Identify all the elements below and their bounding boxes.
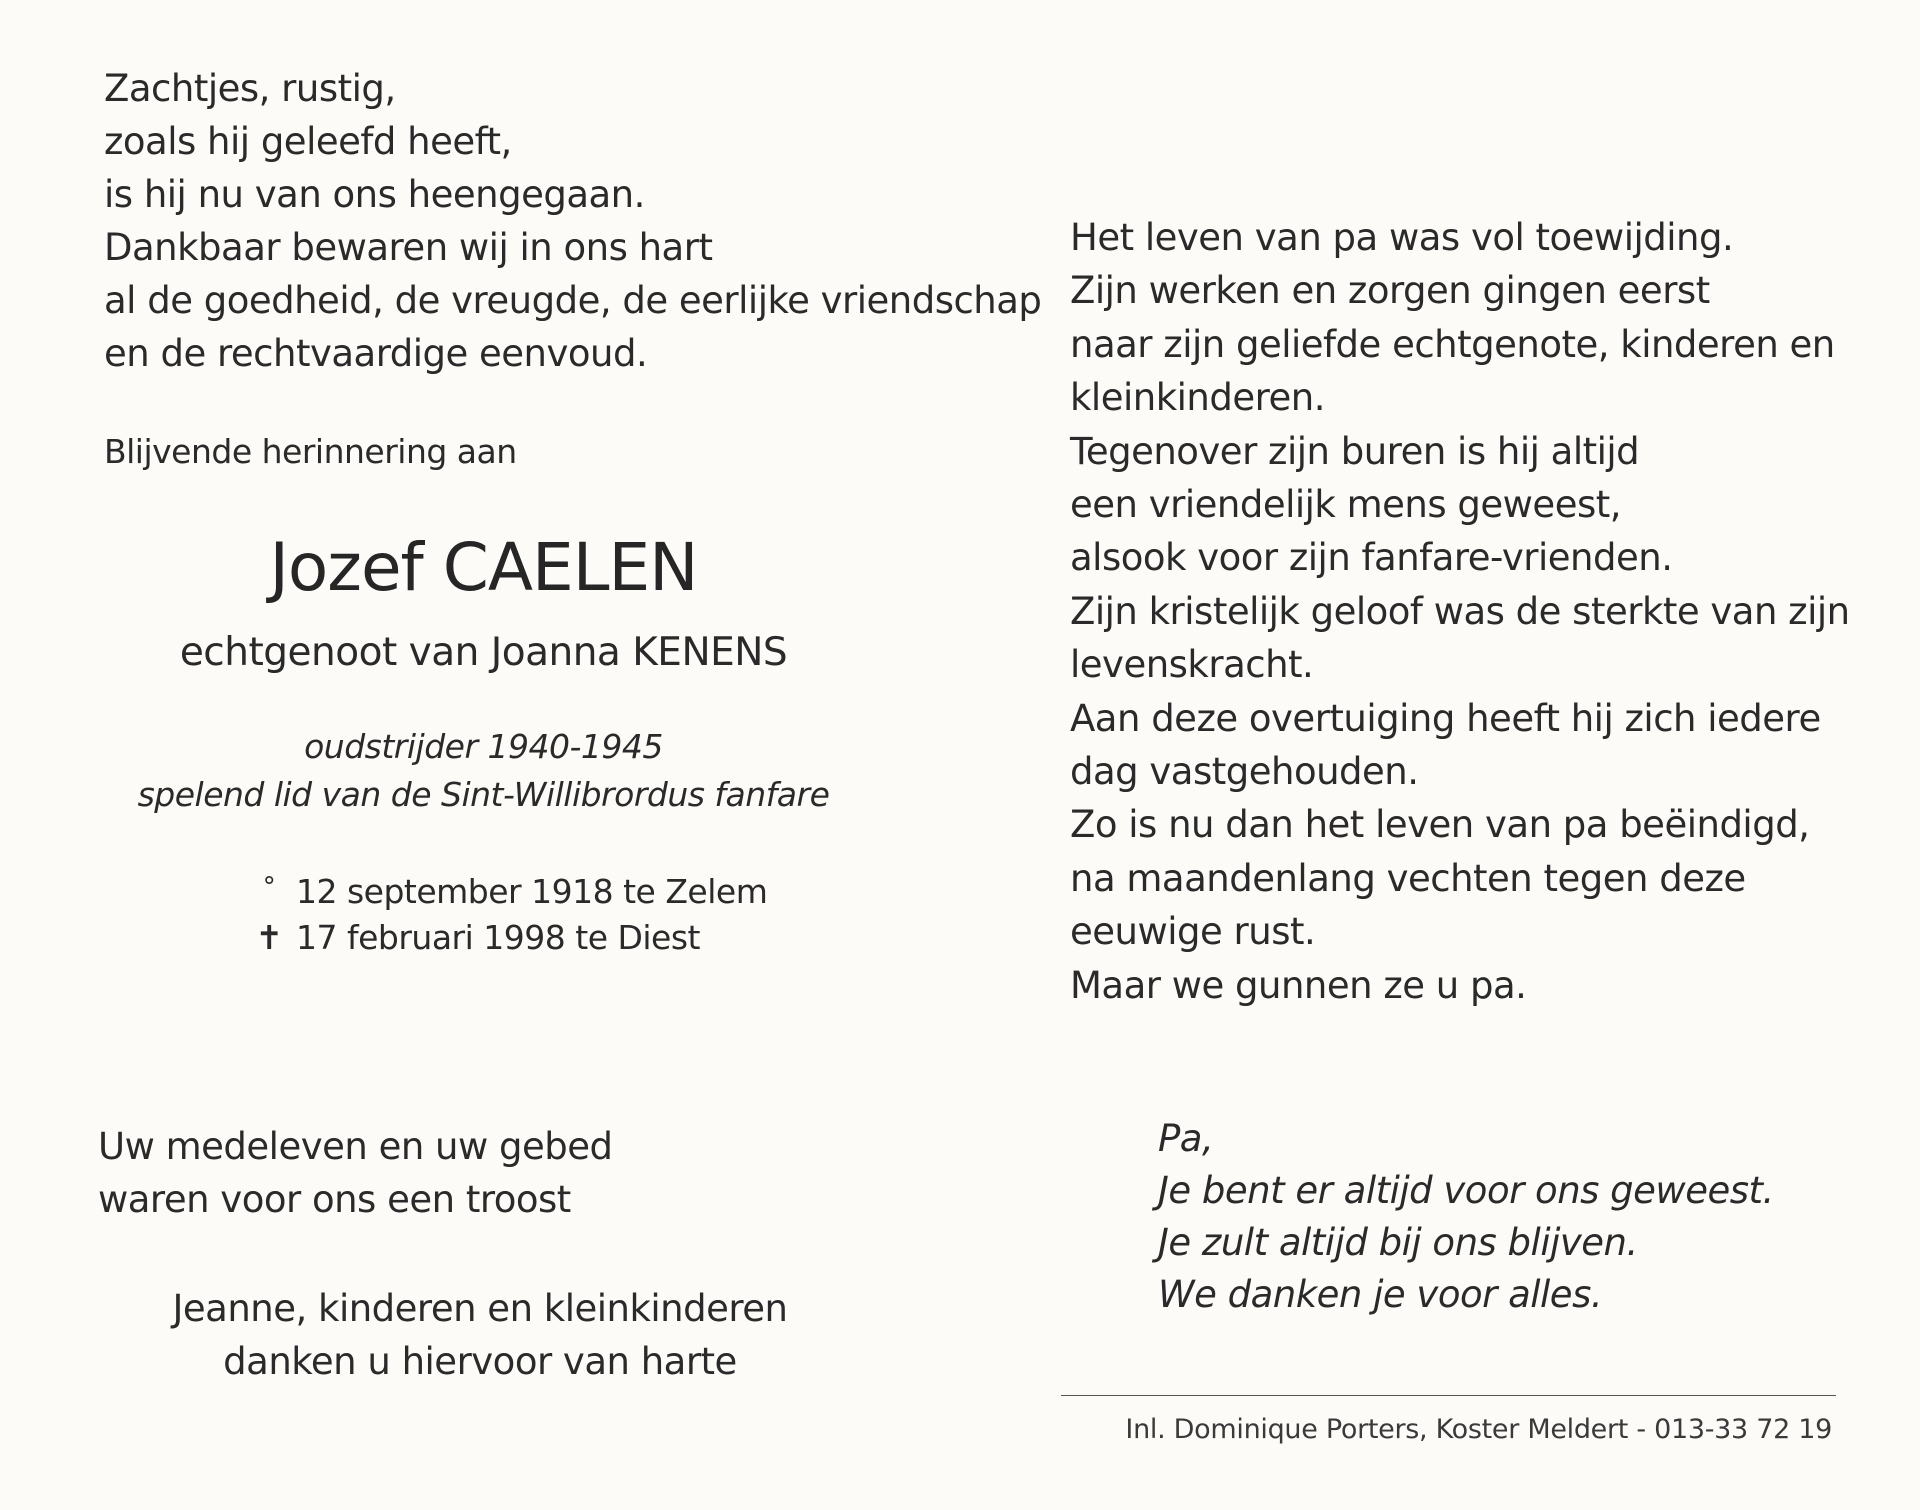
thanks-line: waren voor ons een troost xyxy=(98,1178,571,1221)
pa-poem-line: Je bent er altijd voor ons geweest. xyxy=(1158,1169,1774,1212)
tribute-line: naar zijn geliefde echtgenote, kinderen en xyxy=(1070,322,1835,366)
tribute-line: na maandenlang vechten tegen deze xyxy=(1070,856,1746,900)
life-tribute-text xyxy=(1070,211,1850,1012)
pa-poem-line: Pa, xyxy=(1158,1117,1214,1160)
pa-poem xyxy=(1158,1113,1774,1321)
death-date: 17 februari 1998 te Diest xyxy=(296,918,700,957)
birth-date-line xyxy=(252,864,767,915)
signoff-line: Jeanne, kinderen en kleinkinderen xyxy=(172,1287,788,1330)
poem-line: is hij nu van ons heengegaan. xyxy=(104,173,645,216)
family-signoff xyxy=(0,1282,960,1388)
tribute-line: Tegenover zijn buren is hij altijd xyxy=(1070,429,1640,473)
tribute-line: Maar we gunnen ze u pa. xyxy=(1070,963,1527,1007)
poem-line: al de goedheid, de vreugde, de eerlijke vriendschap xyxy=(104,279,1042,322)
tribute-line: kleinkinderen. xyxy=(1070,376,1325,420)
death-date-line xyxy=(252,915,767,961)
poem-line: en de rechtvaardige eenvoud. xyxy=(104,332,648,375)
printer-divider xyxy=(1061,1395,1836,1396)
tribute-line: Aan deze overtuiging heeft hij zich iedere xyxy=(1070,696,1821,740)
tribute-line: een vriendelijk mens geweest, xyxy=(1070,483,1621,527)
tribute-line: Zo is nu dan het leven van pa beëindigd, xyxy=(1070,803,1810,847)
poem-line: zoals hij geleefd heeft, xyxy=(104,120,512,163)
title-fanfare-member: spelend lid van de Sint-Willibrordus fanfare xyxy=(137,775,830,814)
pa-poem-line: Je zult altijd bij ons blijven. xyxy=(1158,1221,1638,1264)
thanks-line: Uw medeleven en uw gebed xyxy=(98,1125,613,1168)
poem-line: Zachtjes, rustig, xyxy=(104,67,396,110)
birth-date: 12 september 1918 te Zelem xyxy=(296,872,768,911)
remembrance-intro: Blijvende herinnering aan xyxy=(104,432,517,471)
tribute-line: Zijn kristelijk geloof was de sterkte van zijn xyxy=(1070,589,1850,633)
signoff-line: danken u hiervoor van harte xyxy=(223,1340,737,1383)
title-veteran: oudstrijder 1940-1945 xyxy=(304,727,663,766)
opening-poem xyxy=(104,62,1041,380)
tribute-line: Het leven van pa was vol toewijding. xyxy=(1070,216,1734,259)
pa-poem-line: We danken je voor alles. xyxy=(1158,1273,1603,1316)
spouse-line: echtgenoot van Joanna KENENS xyxy=(179,630,788,675)
tribute-line: alsook voor zijn fanfare-vrienden. xyxy=(1070,536,1673,580)
tribute-line: Zijn werken en zorgen gingen eerst xyxy=(1070,269,1710,313)
poem-line: Dankbaar bewaren wij in ons hart xyxy=(104,226,713,269)
tribute-line: dag vastgehouden. xyxy=(1070,750,1419,794)
cross-icon: ✝ xyxy=(255,918,283,957)
thanks-message xyxy=(98,1120,613,1226)
tribute-line: levenskracht. xyxy=(1070,643,1314,687)
life-dates xyxy=(252,864,767,961)
tribute-line: eeuwige rust. xyxy=(1070,910,1316,954)
birth-symbol-icon: ° xyxy=(262,872,276,902)
deceased-titles xyxy=(0,723,967,819)
printer-info: Inl. Dominique Porters, Koster Meldert - 013-33 72 19 xyxy=(1125,1414,1832,1445)
deceased-name: Jozef CAELEN xyxy=(269,529,698,606)
